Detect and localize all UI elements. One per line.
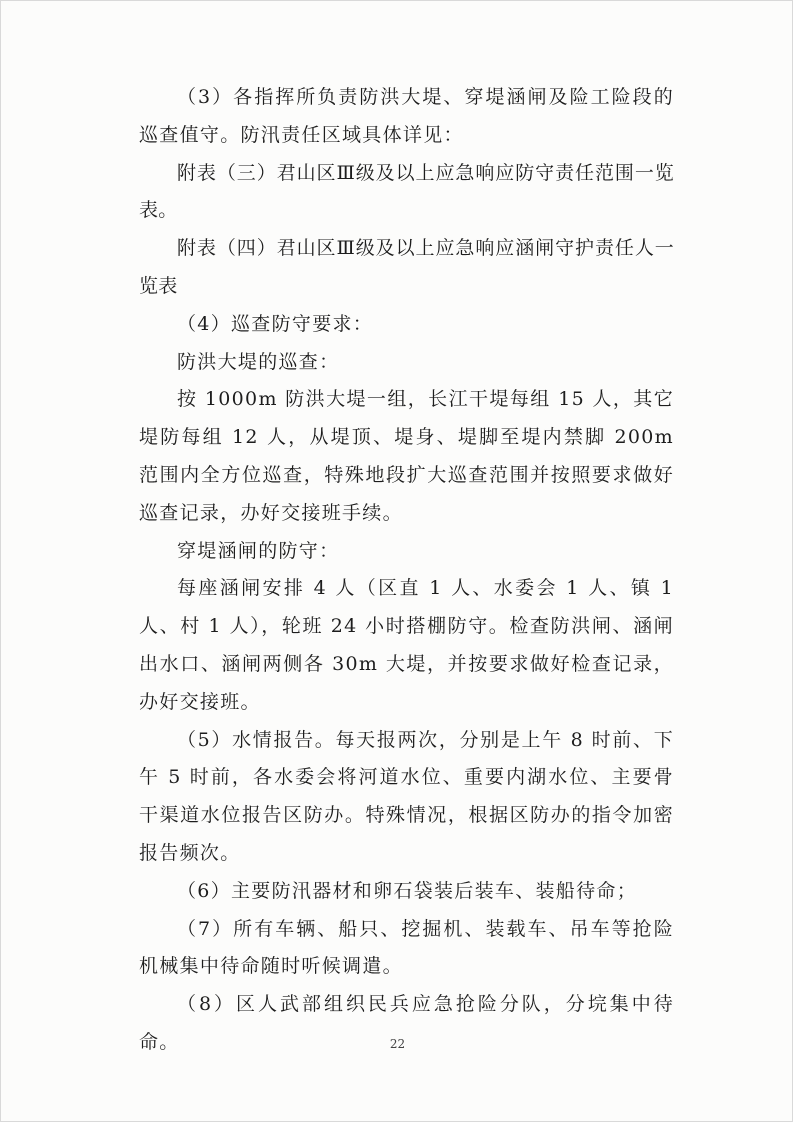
paragraph-materials: （6）主要防汛器材和卵石袋装后装车、装船待命； [177, 879, 637, 902]
paragraph-water-report: （5）水情报告。每天报两次，分别是上午 8 时前、下午 5 时前，各水委会将河道水位、重要内湖水位、主要骨干渠道水位报告区防办。特殊情况，根据区防办的指令加密报告频次。 [139, 728, 674, 864]
document-body [139, 79, 674, 1062]
paragraph-patrol-duty: （3）各指挥所负责防洪大堤、穿堤涵闸及险工险段的巡查值守。防汛责任区域具体详见： [139, 86, 674, 146]
paragraph-levee-patrol-heading: 防洪大堤的巡查： [177, 350, 340, 373]
paragraph-appendix-3: 附表（三）君山区Ⅲ级及以上应急响应防守责任范围一览表。 [139, 161, 674, 222]
paragraph-appendix-4: 附表（四）君山区Ⅲ级及以上应急响应涵闸守护责任人一览表 [139, 237, 674, 297]
paragraph-sluice-defense-heading: 穿堤涵闸的防守： [177, 539, 340, 562]
page-number: 22 [389, 1037, 406, 1051]
paragraph-sluice-defense: 每座涵闸安排 4 人（区直 1 人、水委会 1 人、镇 1 人、村 1 人），轮班 24 小时搭棚防守。检查防洪闸、涵闸出水口、涵闸两侧各 30m 大堤，并按要求做好检查记录，办好交接班。 [139, 577, 674, 713]
paragraph-militia: （8）区人武部组织民兵应急抢险分队，分垸集中待命。 [139, 993, 674, 1053]
paragraph-machinery: （7）所有车辆、船只、挖掘机、装载车、吊车等抢险机械集中待命随时听候调遣。 [139, 917, 674, 978]
paragraph-patrol-requirements: （4）巡查防守要求： [177, 312, 374, 335]
paragraph-levee-patrol: 按 1000m 防洪大堤一组，长江干堤每组 15 人，其它堤防每组 12 人，从堤顶、堤身、堤脚至堤内禁脚 200m 范围内全方位巡查，特殊地段扩大巡查范围并按照要求做好巡查记录，办好交接班手续。 [139, 388, 674, 524]
